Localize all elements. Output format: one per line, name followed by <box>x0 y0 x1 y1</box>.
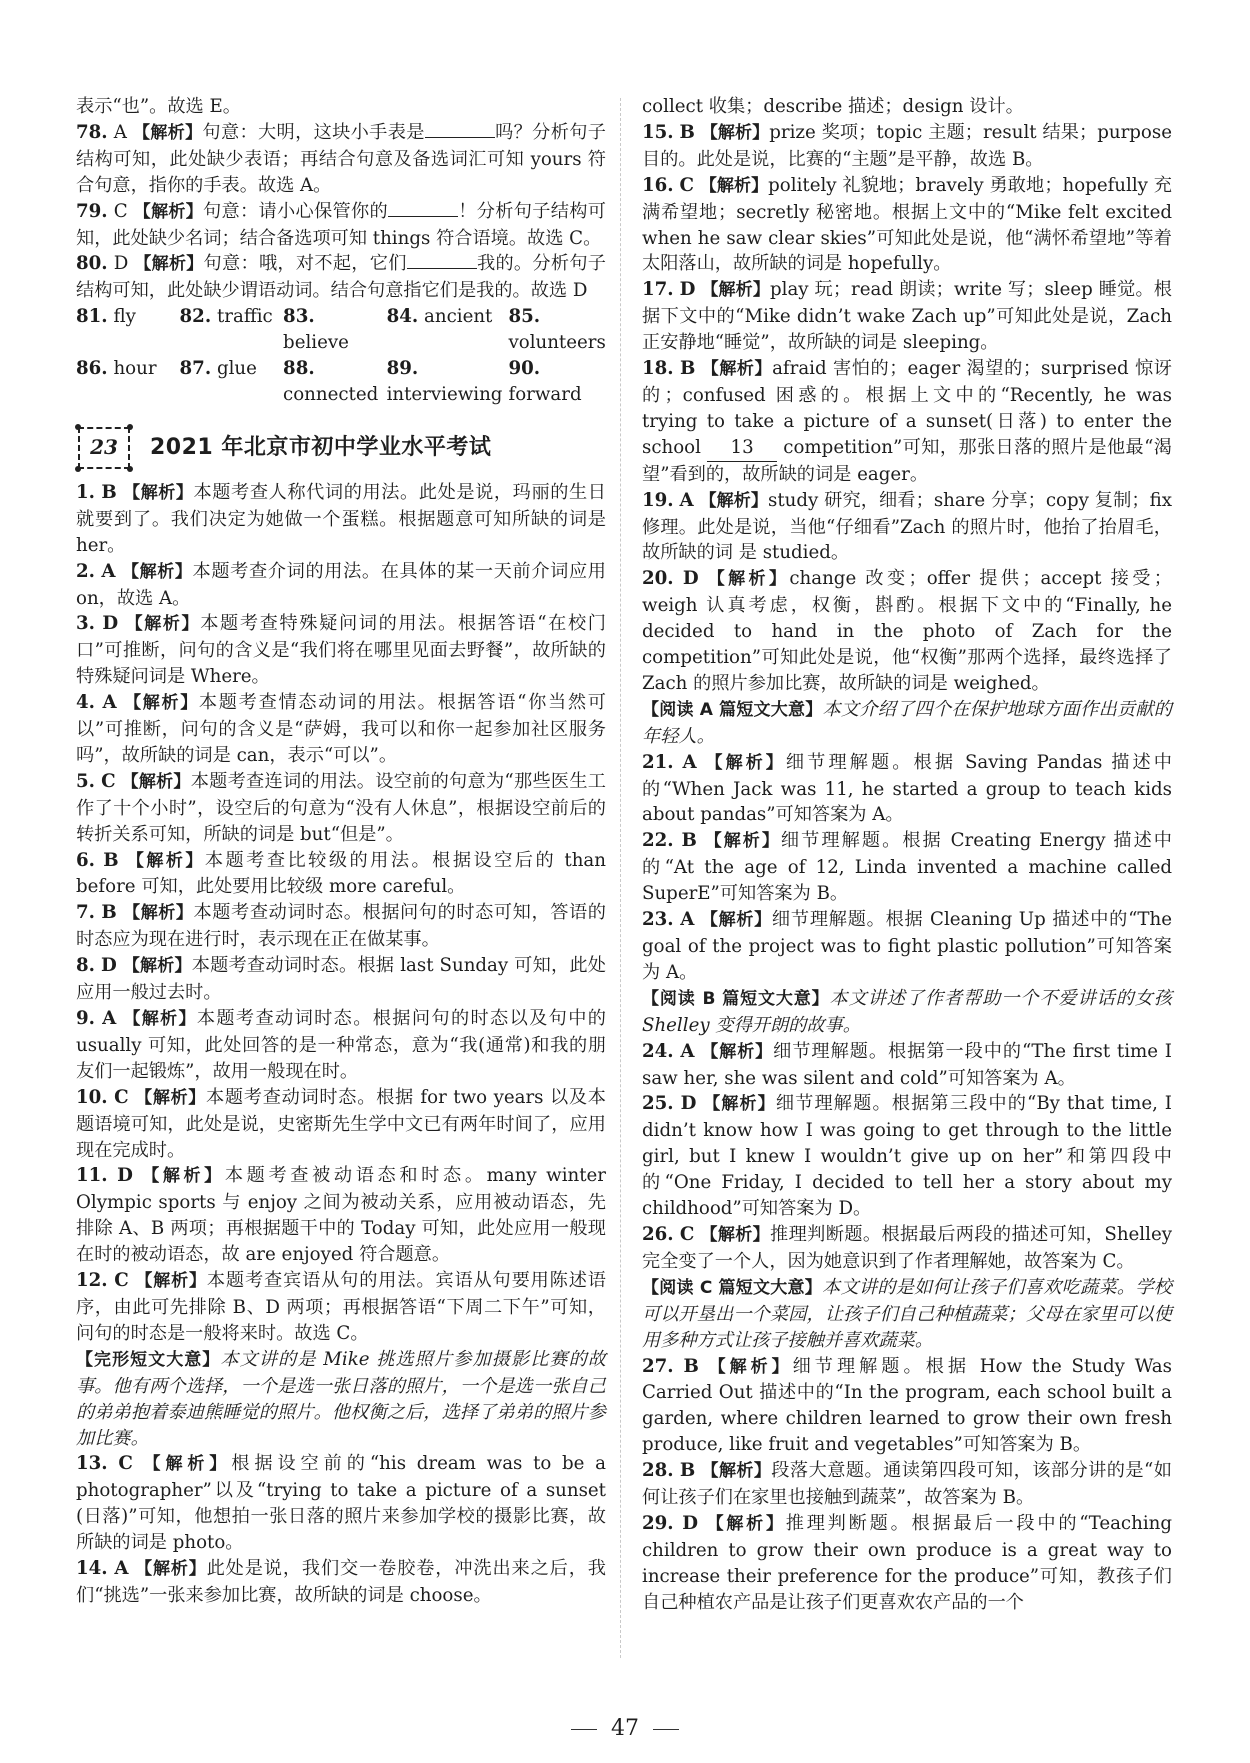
vocab-item: 85. volunteers <box>508 306 606 354</box>
answer-item: 12. C 【解析】本题考查宾语从句的用法。宾语从句要用陈述语序，由此可先排除 B、D 两项；再根据答语“下周二下午”可知，问句的时态是一般将来时。故选 C。 <box>76 1270 606 1344</box>
answer-item: 6. B 【解析】本题考查比较级的用法。根据设空后的 than before 可知，此处要用比较级 more careful。 <box>76 849 606 898</box>
answer-item: 28. B 【解析】段落大意题。通读第四段可知，该部分讲的是“如何让孩子们在家里也接触到蔬菜”，故答案为 B。 <box>642 1460 1172 1509</box>
vocab-answers <box>76 304 606 408</box>
answer-item: 29. D 【解析】推理判断题。根据最后一段中的“Teaching children to grow their own produce is a great way to increase their preference for the produce”可知，教孩子们自己种植农产品是让孩子们更喜欢农产品的一个 <box>642 1512 1173 1613</box>
continued-text: 表示“也”。故选 E。 <box>76 96 241 117</box>
answer-item: 11. D 【解析】本题考查被动语态和时态。many winter Olympic sports 与 enjoy 之间为被动关系，应用被动语态，先排除 A、B 两项；再根据题干中的 Today 可知，此处应用一般现在时的被动语态，故 are enjoyed 符合题意。 <box>76 1165 606 1266</box>
answer-80: 80. D 【解析】句意：哦，对不起，它们 我的。分析句子结构可知，此处缺少谓语动词。结合句意指它们是我的。故选 D <box>76 253 606 302</box>
answer-list <box>76 480 606 1347</box>
blank <box>388 216 458 217</box>
reading-a-summary: 【阅读 A 篇短文大意】本文介绍了四个在保护地球方面作出贡献的年轻人。 <box>642 698 1172 747</box>
answer-78: 78. A 【解析】句意：大明，这块小手表是 吗？分析句子结构可知，此处缺少表语；再结合句意及备选词汇可知 yours 符合句意，指你的手表。故选 A。 <box>76 121 606 196</box>
vocab-item: 83. believe <box>283 306 349 354</box>
answer-list <box>76 1451 606 1608</box>
answer-item: 26. C 【解析】推理判断题。根据最后两段的描述可知，Shelley 完全变了一个人，因为她意识到了作者理解她，故答案为 C。 <box>642 1223 1172 1272</box>
blank <box>425 137 495 138</box>
vocab-item: 84. ancient <box>386 306 493 328</box>
answer-item: 16. C 【解析】politely 礼貌地；bravely 勇敢地；hopefully 充满希望地；secretly 秘密地。根据上文中的“Mike felt excited when he saw clear skies”可知此处是说，他“满怀希望地”等着太阳落山，故所缺的词是 hopefully。 <box>642 174 1172 275</box>
vocab-item: 81. fly <box>76 306 136 328</box>
vocab-item: 82. traffic <box>179 306 273 328</box>
answer-item: 25. D 【解析】细节理解题。根据第三段中的“By that time, I didn’t know how I was going to get through to the little girl, but I knew I wouldn’t give up on her”和第四段中的“One Friday, I decided to tell her a story about my childhood”可知答案为 D。 <box>642 1093 1172 1220</box>
answer-item: 23. A 【解析】细节理解题。根据 Cleaning Up 描述中的“The goal of the project was to fight plastic pollution”可知答案为 A。 <box>642 909 1172 983</box>
answer-item: 13. C 【解析】根据设空前的“his dream was to be a photographer”以及“trying to take a picture of a sunset (日落)”可知，他想拍一张日落的照片来参加学校的摄影比赛，故所缺的词是 photo。 <box>76 1453 606 1554</box>
answer-item: 1. B 【解析】本题考查人称代词的用法。此处是说，玛丽的生日就要到了。我们决定为她做一个蛋糕。根据题意可知所缺的词是 her。 <box>76 481 606 556</box>
vocab-item: 90. forward <box>508 358 582 405</box>
answer-item: 22. B 【解析】细节理解题。根据 Creating Energy 描述中的“At the age of 12, Linda invented a machine called SuperE”可知答案为 B。 <box>642 830 1172 905</box>
answer-item: 10. C 【解析】本题考查动词时态。根据 for two years 以及本题语境可知，此处是说，史密斯先生学中文已有两年时间了，应用现在完成时。 <box>76 1086 606 1161</box>
reading-b-summary: 【阅读 B 篇短文大意】本文讲述了作者帮助一个不爱讲话的女孩 Shelley 变得开朗的故事。 <box>642 987 1172 1036</box>
answer-item: 9. A 【解析】本题考查动词时态。根据问句的时态以及句中的 usually 可知，此处回答的是一种常态，意为“我(通常)和我的朋友们一起锻炼”，故用一般现在时。 <box>76 1008 606 1082</box>
exam-header <box>76 420 606 476</box>
answer-list <box>642 1039 1172 1275</box>
answer-list <box>642 1354 1172 1616</box>
vocab-item: 87. glue <box>179 358 257 380</box>
answer-list <box>642 120 1172 697</box>
answer-item: 17. D 【解析】play 玩；read 朗读；write 写；sleep 睡觉。根据下文中的“Mike didn’t wake Zach up”可知此处是说，Zach 正安静地“睡觉”，故所缺的词是 sleeping。 <box>642 279 1172 354</box>
continued-text: collect 收集；describe 描述；design 设计。 <box>642 96 1024 117</box>
answer-item: 15. B 【解析】prize 奖项；topic 主题；result 结果；purpose 目的。此处是说，比赛的“主题”是平静，故选 B。 <box>642 121 1172 170</box>
vocab-item: 86. hour <box>76 358 157 380</box>
answer-item: 8. D 【解析】本题考查动词时态。根据 last Sunday 可知，此处应用一般过去时。 <box>76 955 606 1004</box>
right-column <box>642 94 1172 1616</box>
answer-item: 2. A 【解析】本题考查介词的用法。在具体的某一天前介词应用 on，故选 A。 <box>76 560 606 609</box>
page-number: 47 <box>0 1716 1250 1741</box>
exam-number-badge: 23 <box>76 425 132 471</box>
answer-item: 18. B 【解析】afraid 害怕的；eager 渴望的；surprised 惊讶的；confused 困惑的。根据上文中的“Recently, he was trying to take a picture of a sunset(日落) to enter the school 13 competition”可知，那张日落的照片是他最“渴望”看到的，故所缺的词是 eager。 <box>642 358 1172 485</box>
answer-item: 20. D 【解析】change 改变；offer 提供；accept 接受；weigh 认真考虑，权衡，斟酌。根据下文中的“Finally, he decided to hand in the photo of Zach for the competition”可知此处是说，他“权衡”那两个选择，最终选择了 Zach 的照片参加比赛，故所缺的词是 weighed。 <box>642 568 1172 694</box>
answer-item: 19. A 【解析】study 研究，细看；share 分享；copy 复制；fix 修理。此处是说，当他“仔细看”Zach 的照片时，他抬了抬眉毛，故所缺的词 是 studied。 <box>642 489 1172 564</box>
vocab-item: 88. connected <box>283 358 379 405</box>
column-divider <box>620 98 621 1658</box>
answer-item: 5. C 【解析】本题考查连词的用法。设空前的句意为“那些医生工作了十个小时”，设空后的句意为“没有人休息”，根据设空前后的转折关系可知，所缺的词是 but“但是”。 <box>76 770 606 845</box>
cloze-summary: 【完形短文大意】本文讲的是 Mike 挑选照片参加摄影比赛的故事。他有两个选择，一个是选一张日落的照片，一个是选一张自己的弟弟抱着泰迪熊睡觉的照片。他权衡之后，选择了弟弟的照片参加比赛。 <box>76 1348 606 1449</box>
answer-item: 3. D 【解析】本题考查特殊疑问词的用法。根据答语“在校门口”可推断，问句的含义是“我们将在哪里见面去野餐”，故所缺的特殊疑问词是 Where。 <box>76 613 606 688</box>
exam-title: 2021 年北京市初中学业水平考试 <box>150 434 492 460</box>
answer-item: 27. B 【解析】细节理解题。根据 How the Study Was Carried Out 描述中的“In the program, each school built a garden, where children learned to grow their own fresh produce, like fruit and vegetables”可知答案为 B。 <box>642 1355 1172 1456</box>
answer-item: 21. A 【解析】细节理解题。根据 Saving Pandas 描述中的“When Jack was 11, he started a group to teach kids about pandas”可知答案为 A。 <box>642 751 1172 826</box>
blank: 13 <box>707 435 777 462</box>
answer-list <box>642 750 1172 986</box>
answer-item: 24. A 【解析】细节理解题。根据第一段中的“The first time I saw her, she was silent and cold”可知答案为 A。 <box>642 1040 1172 1089</box>
left-column <box>76 94 606 1609</box>
vocab-item: 89. interviewing <box>386 358 503 405</box>
answer-item: 14. A 【解析】此处是说，我们交一卷胶卷，冲洗出来之后，我们“挑选”一张来参加比赛，故所缺的词是 choose。 <box>76 1558 606 1606</box>
answer-item: 4. A 【解析】本题考查情态动词的用法。根据答语“你当然可以”可推断，问句的含义是“萨姆，我可以和你一起参加社区服务吗”，故所缺的词是 can，表示“可以”。 <box>76 692 606 766</box>
blank <box>407 268 477 269</box>
answer-79: 79. C 【解析】句意：请小心保管你的 ！分析句子结构可知，此处缺少名词；结合备选项可知 things 符合语境。故选 C。 <box>76 200 606 249</box>
answer-item: 7. B 【解析】本题考查动词时态。根据问句的时态可知，答语的时态应为现在进行时，表示现在正在做某事。 <box>76 902 606 951</box>
reading-c-summary: 【阅读 C 篇短文大意】本文讲的是如何让孩子们喜欢吃蔬菜。学校可以开垦出一个菜园，让孩子们自己种植蔬菜；父母在家里可以使用多种方式让孩子接触并喜欢蔬菜。 <box>642 1276 1172 1351</box>
